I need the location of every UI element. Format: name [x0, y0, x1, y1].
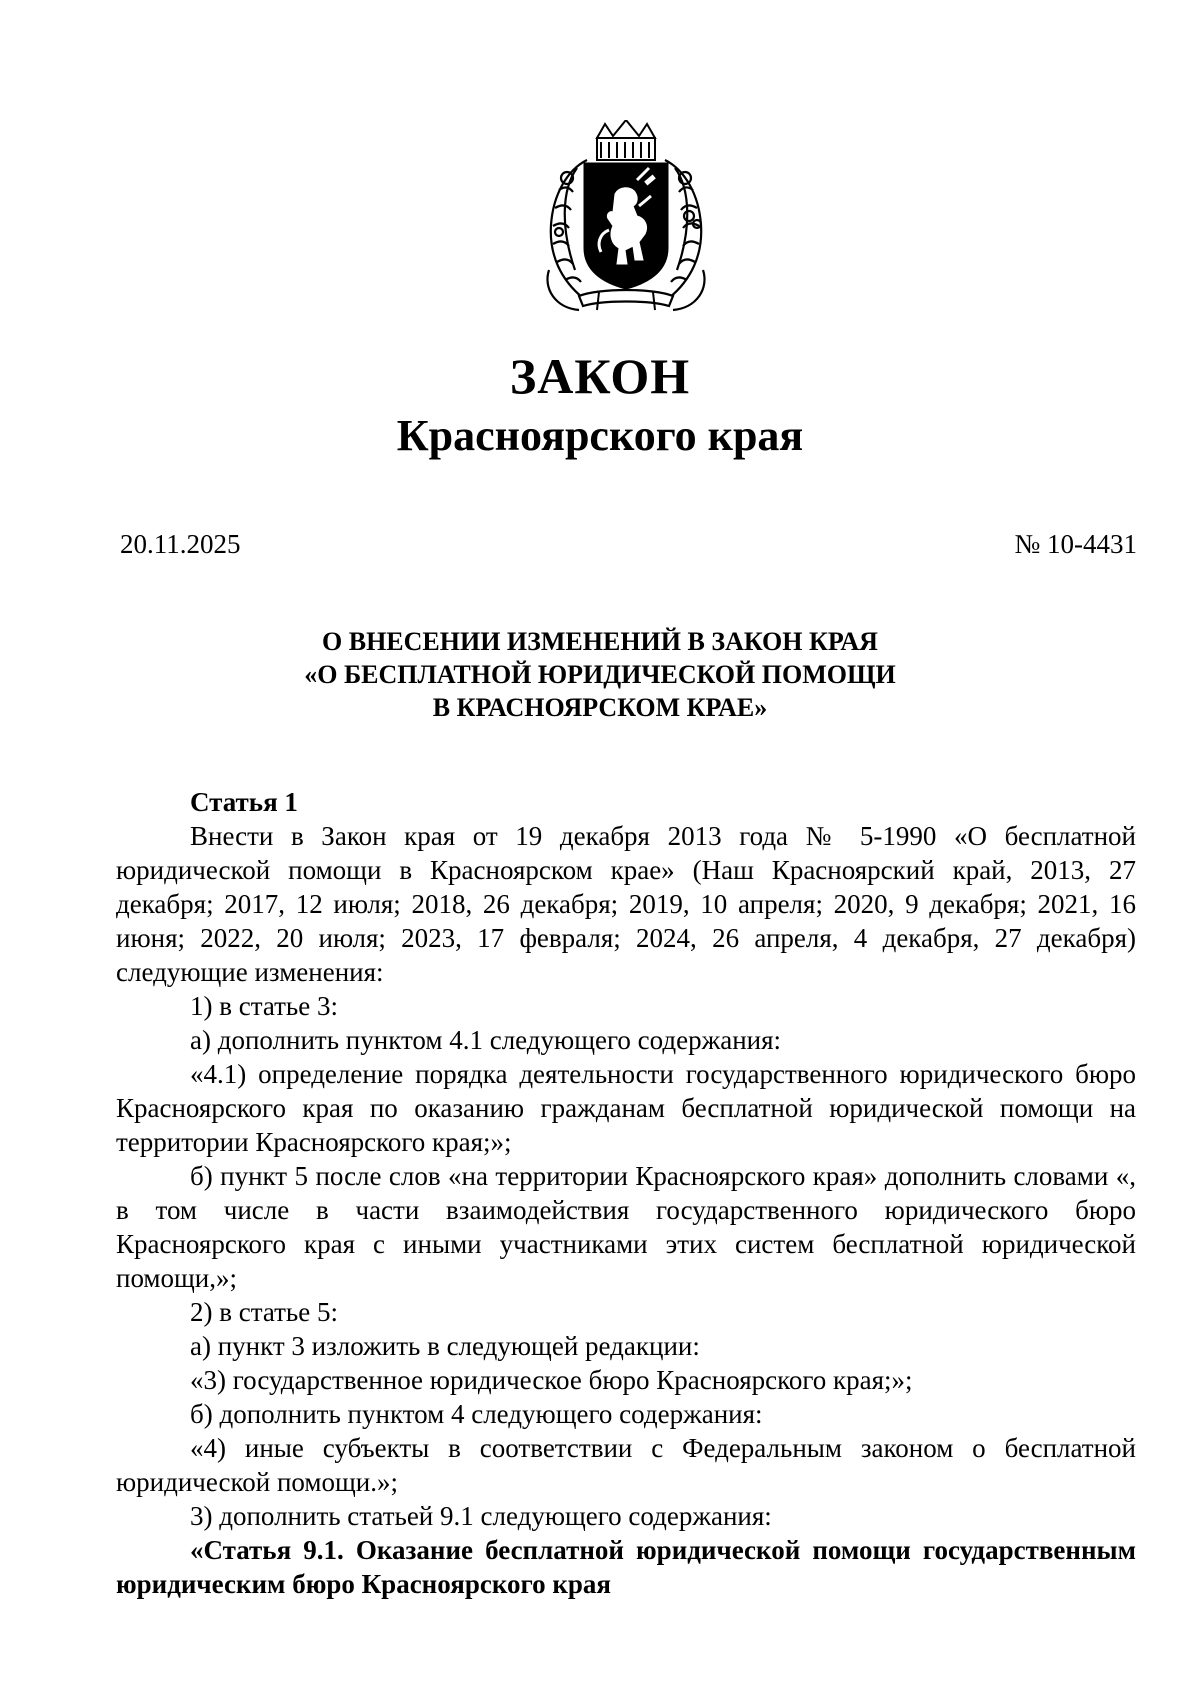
article-9-1-heading: «Статья 9.1. Оказание бесплатной юридической помощи государственным юридическим бюро Красноярского края	[116, 1535, 1136, 1599]
heading-line: О ВНЕСЕНИИ ИЗМЕНЕНИЙ В ЗАКОН КРАЯ	[322, 627, 878, 656]
law-number: № 10-4431	[1014, 529, 1137, 559]
law-heading	[0, 625, 1200, 724]
heading-line: «О БЕСПЛАТНОЙ ЮРИДИЧЕСКОЙ ПОМОЩИ	[304, 660, 896, 689]
paragraph: 1) в статье 3:	[190, 991, 338, 1021]
law-region: Красноярского края	[396, 411, 804, 460]
paragraph: «4.1) определение порядка деятельности государственного юридического бюро Красноярского края по оказанию гражданам бесплатной юридической помощи на территории Красноярского края;»;	[116, 1059, 1136, 1157]
paragraph: а) дополнить пунктом 4.1 следующего содержания:	[190, 1025, 782, 1055]
heading-line: В КРАСНОЯРСКОМ КРАЕ»	[432, 693, 768, 722]
law-date: 20.11.2025	[120, 529, 241, 559]
paragraph: 2) в статье 5:	[190, 1297, 338, 1327]
coat-of-arms-icon	[539, 120, 713, 315]
paragraph: б) пункт 5 после слов «на территории Красноярского края» дополнить словами «, в том числе в части взаимодействия государственного юридического бюро Красноярского края с иными участниками этих систем бесплатной юридической помощи,»;	[116, 1161, 1136, 1293]
paragraph: «4) иные субъекты в соответствии с Федеральным законом о бесплатной юридической помощи.»;	[116, 1433, 1136, 1497]
paragraph: Внести в Закон края от 19 декабря 2013 года № 5-1990 «О бесплатной юридической помощи в Красноярском крае» (Наш Красноярский край, 2013, 27 декабря; 2017, 12 июля; 2018, 26 декабря; 2019, 10 апреля; 2020, 9 декабря; 2021, 16 июня; 2022, 20 июля; 2023, 17 февраля; 2024, 26 апреля, 4 декабря, 27 декабря) следующие изменения:	[116, 821, 1136, 987]
paragraph: 3) дополнить статьей 9.1 следующего содержания:	[190, 1501, 772, 1531]
article-title: Статья 1	[190, 787, 298, 817]
paragraph: б) дополнить пунктом 4 следующего содержания:	[190, 1399, 763, 1429]
law-title: ЗАКОН	[509, 348, 691, 404]
law-body	[116, 785, 1136, 1601]
paragraph: «3) государственное юридическое бюро Красноярского края;»;	[190, 1365, 913, 1395]
paragraph: а) пункт 3 изложить в следующей редакции:	[190, 1331, 700, 1361]
